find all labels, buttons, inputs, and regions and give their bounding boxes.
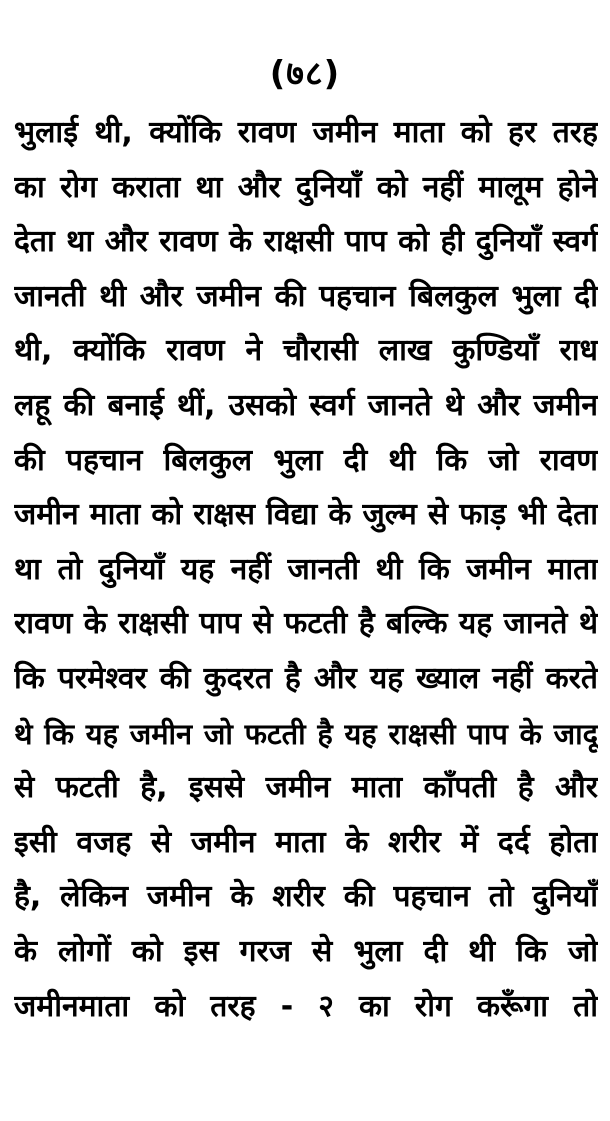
text-line: रावण के राक्षसी पाप से फटती है बल्कि यह जानते थे <box>14 606 598 642</box>
text-line: थे कि यह जमीन जो फटती है यह राक्षसी पाप के जादू <box>14 716 598 751</box>
text-line: है, लेकिन जमीन के शरीर की पहचान तो दुनियाँ <box>14 879 598 915</box>
text-line: के लोगों को इस गरज से भुला दी थी कि जो <box>14 933 598 969</box>
body-text <box>14 106 598 1034</box>
text-line: देता था और रावण के राक्षसी पाप को ही दुनियाँ स्वर्ग <box>14 224 598 260</box>
text-line: जमीनमाता को तरह - २ का रोग करूँगा तो <box>14 988 598 1024</box>
text-line: कि परमेश्वर की कुदरत है और यह ख्याल नहीं करते <box>14 660 598 696</box>
text-line: का रोग कराता था और दुनियाँ को नहीं मालूम होने <box>14 169 598 205</box>
page-number: (७८) <box>269 54 341 94</box>
text-line: जमीन माता को राक्षस विद्या के जुल्म से फाड़ भी देता <box>14 497 598 533</box>
text-line: इसी वजह से जमीन माता के शरीर में दर्द होता <box>14 824 598 860</box>
text-line: थी, क्योंकि रावण ने चौरासी लाख कुण्डियाँ राध <box>14 333 598 369</box>
text-line: की पहचान बिलकुल भुला दी थी कि जो रावण <box>14 442 598 478</box>
text-line: से फटती है, इससे जमीन माता काँपती है और <box>14 770 598 806</box>
text-line: जानती थी और जमीन की पहचान बिलकुल भुला दी <box>14 278 598 314</box>
text-line: लहू की बनाई थीं, उसको स्वर्ग जानते थे और जमीन <box>14 387 598 423</box>
text-line: था तो दुनियाँ यह नहीं जानती थी कि जमीन माता <box>14 551 598 587</box>
text-line: भुलाई थी, क्योंकि रावण जमीन माता को हर तरह <box>14 115 598 150</box>
